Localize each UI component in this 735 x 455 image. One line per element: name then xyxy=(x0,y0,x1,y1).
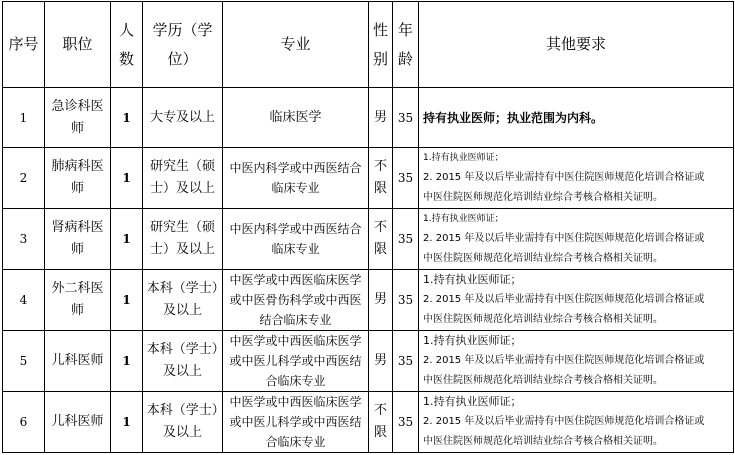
cell-count: 1 xyxy=(111,209,143,270)
header-row xyxy=(3,2,734,88)
cell-major: 中医内科学或中西医结合临床专业 xyxy=(223,209,369,270)
cell-gender: 男 xyxy=(369,88,393,148)
cell-gender: 男 xyxy=(369,331,393,392)
req-line-3: 中医住院医师规范化培训结业综合考核合格相关证明。 xyxy=(423,314,663,325)
cell-age: 35 xyxy=(393,88,419,148)
header-major: 专业 xyxy=(223,2,369,88)
cell-requirements xyxy=(419,270,734,331)
cell-major: 中医学或中西医临床医学或中医儿科学或中西医结合临床专业 xyxy=(223,331,369,392)
cell-education: 本科（学士）及以上 xyxy=(143,331,223,392)
header-count: 人数 xyxy=(111,2,143,88)
cell-count: 1 xyxy=(111,148,143,209)
cell-requirements xyxy=(419,209,734,270)
req-line-3: 中医住院医师规范化培训结业综合考核合格相关证明。 xyxy=(423,375,663,386)
cell-age: 35 xyxy=(393,209,419,270)
table-row xyxy=(3,88,734,148)
header-seq: 序号 xyxy=(3,2,45,88)
cell-position: 急诊科医师 xyxy=(45,88,111,148)
cell-count: 1 xyxy=(111,392,143,453)
req-line-2: 2. 2015 年及以后毕业需持有中医住院医师规范化培训合格证或 xyxy=(423,233,705,244)
cell-education: 研究生（硕士）及以上 xyxy=(143,209,223,270)
cell-gender: 不限 xyxy=(369,392,393,453)
cell-major: 中医学或中西医临床医学或中医骨伤科学或中西医结合临床专业 xyxy=(223,270,369,331)
header-education: 学历（学位） xyxy=(143,2,223,88)
cell-seq: 3 xyxy=(3,209,45,270)
cell-seq: 5 xyxy=(3,331,45,392)
cell-age: 35 xyxy=(393,392,419,453)
req-line-3: 中医住院医师规范化培训结业综合考核合格相关证明。 xyxy=(423,253,663,264)
header-age: 年龄 xyxy=(393,2,419,88)
cell-position: 肾病科医师 xyxy=(45,209,111,270)
cell-education: 本科（学士）及以上 xyxy=(143,392,223,453)
table-row xyxy=(3,392,734,453)
req-line-2: 2. 2015 年及以后毕业需持有中医住院医师规范化培训合格证或 xyxy=(423,355,705,366)
cell-requirements xyxy=(419,148,734,209)
cell-education: 大专及以上 xyxy=(143,88,223,148)
req-line-1: 1.持有执业医师证； xyxy=(423,334,522,347)
cell-major: 临床医学 xyxy=(223,88,369,148)
cell-gender: 不限 xyxy=(369,148,393,209)
cell-age: 35 xyxy=(393,148,419,209)
cell-requirements xyxy=(419,331,734,392)
cell-education: 研究生（硕士）及以上 xyxy=(143,148,223,209)
cell-count: 1 xyxy=(111,331,143,392)
cell-requirements xyxy=(419,392,734,453)
req-line-2: 2. 2015 年及以后毕业需持有中医住院医师规范化培训合格证或 xyxy=(423,294,705,305)
header-gender: 性别 xyxy=(369,2,393,88)
cell-position: 儿科医师 xyxy=(45,392,111,453)
req-line-3: 中医住院医师规范化培训结业综合考核合格相关证明。 xyxy=(423,436,663,447)
cell-count: 1 xyxy=(111,270,143,331)
table-row xyxy=(3,209,734,270)
table-row xyxy=(3,331,734,392)
cell-position: 肺病科医师 xyxy=(45,148,111,209)
req-line-1: 1.持有执业医师证； xyxy=(423,395,522,408)
cell-requirements xyxy=(419,88,734,148)
cell-major: 中医学或中西医临床医学或中医儿科学或中西医结合临床专业 xyxy=(223,392,369,453)
header-position: 职位 xyxy=(45,2,111,88)
cell-seq: 6 xyxy=(3,392,45,453)
header-other: 其他要求 xyxy=(419,2,734,88)
cell-seq: 1 xyxy=(3,88,45,148)
cell-age: 35 xyxy=(393,331,419,392)
cell-gender: 不限 xyxy=(369,209,393,270)
cell-seq: 4 xyxy=(3,270,45,331)
table-row xyxy=(3,270,734,331)
cell-gender: 男 xyxy=(369,270,393,331)
req-line-3: 中医住院医师规范化培训结业综合考核合格相关证明。 xyxy=(423,192,663,203)
table-row xyxy=(3,148,734,209)
cell-major: 中医内科学或中西医结合临床专业 xyxy=(223,148,369,209)
req-line-1: 1.持有执业医师证； xyxy=(423,214,504,224)
req-line-1: 1.持有执业医师证； xyxy=(423,273,522,286)
recruitment-table xyxy=(2,1,734,453)
cell-seq: 2 xyxy=(3,148,45,209)
cell-count: 1 xyxy=(111,88,143,148)
cell-position: 外二科医师 xyxy=(45,270,111,331)
cell-position: 儿科医师 xyxy=(45,331,111,392)
req-line-2: 2. 2015 年及以后毕业需持有中医住院医师规范化培训合格证或 xyxy=(423,416,705,427)
cell-age: 35 xyxy=(393,270,419,331)
req-line-1: 持有执业医师；执业范围为内科。 xyxy=(423,111,604,125)
cell-education: 本科（学士）及以上 xyxy=(143,270,223,331)
req-line-2: 2. 2015 年及以后毕业需持有中医住院医师规范化培训合格证或 xyxy=(423,172,705,183)
req-line-1: 1.持有执业医师证； xyxy=(423,153,504,163)
